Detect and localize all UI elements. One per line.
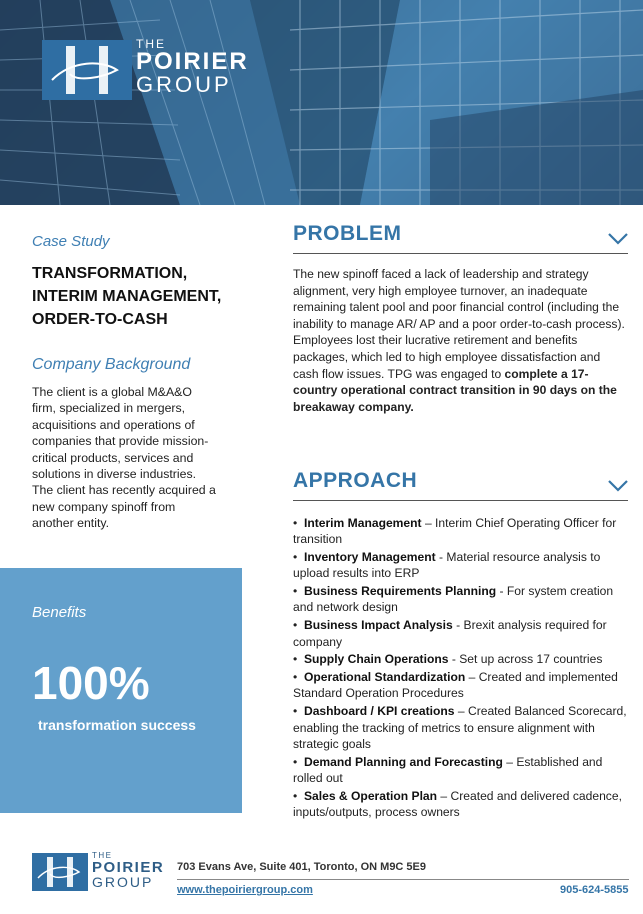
company-background-text: The client is a global M&A&O firm, specialized in mergers, acquisitions and operations of companies that provide mission-critical products, services and solutions in diverse industries. The client has recently acquired a new company spinoff from another entity. <box>32 385 216 531</box>
footer-logo-name: POIRIER <box>92 859 165 876</box>
footer-logo-wordmark <box>92 852 164 889</box>
footer-logo-group: GROUP <box>92 874 154 890</box>
item-heading: Sales & Operation Plan <box>303 788 438 803</box>
benefits-value: 100% <box>32 657 150 709</box>
item-text: - Brexit analysis required for company <box>293 618 607 649</box>
logo-mark <box>42 40 132 100</box>
case-headline <box>32 262 262 331</box>
logo-name: POIRIER <box>136 48 249 75</box>
chevron-down-icon[interactable] <box>607 232 629 246</box>
case-study-label: Case Study <box>32 233 110 250</box>
footer-phone: 905-624-5855 <box>560 884 629 896</box>
problem-title: PROBLEM <box>293 222 402 245</box>
item-heading: Dashboard / KPI creations <box>303 704 455 719</box>
footer-logo-mark <box>32 853 88 891</box>
problem-body: The new spinoff faced a lack of leadership and strategy alignment, very high employee turnover, an inadequate remaining talent pool and poor financial control (including the inability to manage AR/ AP and a poor order-to-cash process). Employees lost their lucrative retirement and benefits packages, which led to high employee dissatisfaction and cash flow issues. TPG was engaged to <box>293 267 625 381</box>
benefits-caption: transformation success <box>38 717 196 733</box>
list-item: • Interim Management – Interim Chief Operating Officer for transition <box>293 516 617 547</box>
logo-the: THE <box>136 37 166 51</box>
item-heading: Interim Management <box>303 516 422 530</box>
list-item: • Dashboard / KPI creations – Created Balanced Scorecard, enabling the tracking of metrics to ensure alignment with strategic goals <box>293 704 627 751</box>
problem-divider <box>293 253 628 254</box>
approach-list <box>293 515 628 822</box>
hero-banner <box>0 0 643 205</box>
approach-divider <box>293 500 628 501</box>
item-text: – Interim Chief Operating Officer for transition <box>293 516 617 547</box>
item-heading: Inventory Management <box>303 550 436 565</box>
item-text: – Created Balanced Scorecard, enabling the tracking of metrics to ensure alignment with strategic goals <box>293 704 627 751</box>
item-heading: Business Impact Analysis <box>303 618 453 633</box>
problem-emphasis: complete a 17-country operational contract transition in 90 days on the breakaway company. <box>293 366 617 414</box>
list-item: • Business Requirements Planning - For system creation and network design <box>293 584 614 615</box>
headline-line-1: TRANSFORMATION, <box>32 265 188 282</box>
item-text: - For system creation and network design <box>293 584 614 615</box>
company-background-label: Company Background <box>32 356 191 373</box>
item-text: – Established and rolled out <box>293 754 603 785</box>
headline-line-3: ORDER-TO-CASH <box>32 311 168 328</box>
footer-divider <box>177 879 629 880</box>
building-photo <box>0 0 643 205</box>
footer-logo-the: THE <box>92 851 113 860</box>
item-text: - Material resource analysis to upload results into ERP <box>293 550 601 581</box>
approach-title: APPROACH <box>293 469 418 492</box>
item-heading: Supply Chain Operations <box>303 652 449 667</box>
benefits-label: Benefits <box>32 604 87 621</box>
list-item: • Inventory Management - Material resource analysis to upload results into ERP <box>293 550 601 581</box>
list-item: • Sales & Operation Plan – Created and delivered cadence, inputs/outputs, process owners <box>293 788 622 820</box>
item-text: – Created and implemented Standard Operation Procedures <box>293 670 618 701</box>
list-item: • Demand Planning and Forecasting – Established and rolled out <box>293 754 603 785</box>
list-item: • Business Impact Analysis - Brexit analysis required for company <box>293 618 607 649</box>
item-heading: Operational Standardization <box>303 670 466 685</box>
item-text: - Set up across 17 countries <box>448 652 603 667</box>
logo-wordmark <box>136 38 249 96</box>
item-text: – Created and delivered cadence, inputs/outputs, process owners <box>293 788 622 820</box>
website-link[interactable]: www.thepoiriergroup.com <box>177 884 313 896</box>
headline-line-2: INTERIM MANAGEMENT, <box>32 288 222 305</box>
item-heading: Demand Planning and Forecasting <box>303 754 503 769</box>
logo-group: GROUP <box>136 72 232 97</box>
list-item: • Supply Chain Operations - Set up across 17 countries <box>293 652 603 667</box>
footer-address: 703 Evans Ave, Suite 401, Toronto, ON M9C 5E9 <box>177 861 427 873</box>
benefits-panel <box>0 568 242 813</box>
problem-text <box>293 266 628 415</box>
chevron-down-icon[interactable] <box>607 479 629 493</box>
item-heading: Business Requirements Planning <box>303 584 497 599</box>
list-item: • Operational Standardization – Created and implemented Standard Operation Procedures <box>293 670 618 701</box>
